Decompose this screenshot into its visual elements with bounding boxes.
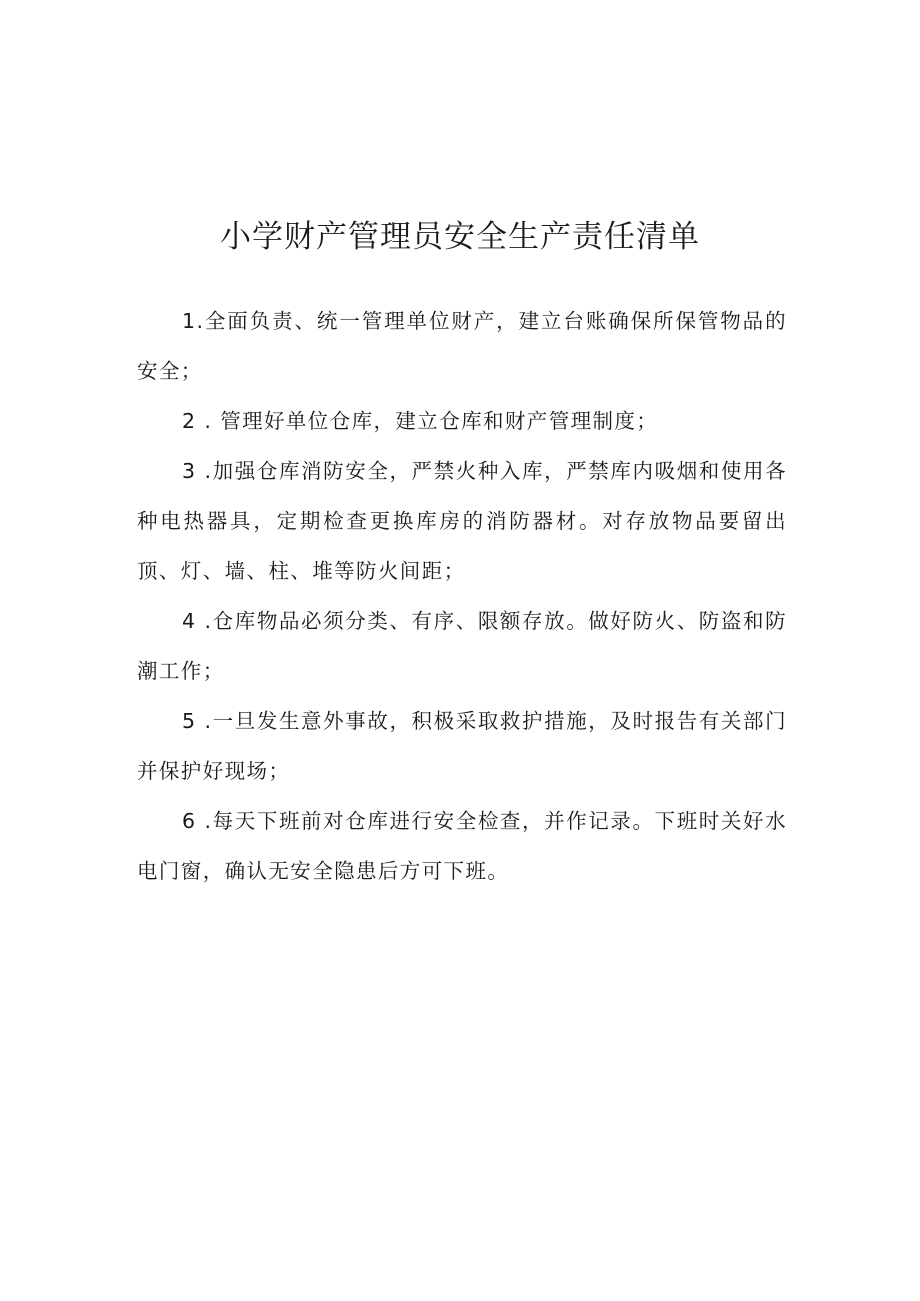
clause-6: 6 .每天下班前对仓库进行安全检查，并作记录。下班时关好水电门窗，确认无安全隐患后方可下班。 <box>137 809 787 883</box>
clause-5: 5 .一旦发生意外事故，积极采取救护措施，及时报告有关部门并保护好现场； <box>137 709 787 783</box>
clause-2: 2 . 管理好单位仓库，建立仓库和财产管理制度； <box>182 409 659 433</box>
clause-3: 3 .加强仓库消防安全，严禁火种入库，严禁库内吸烟和使用各种电热器具，定期检查更换库房的消防器材。对存放物品要留出顶、灯、墙、柱、堆等防火间距； <box>137 459 787 583</box>
clause-4: 4 .仓库物品必须分类、有序、限额存放。做好防火、防盗和防潮工作； <box>137 609 787 683</box>
document-title: 小学财产管理员安全生产责任清单 <box>220 219 700 255</box>
clause-list <box>137 296 787 896</box>
clause-1: 1.全面负责、统一管理单位财产，建立台账确保所保管物品的安全； <box>137 309 787 383</box>
